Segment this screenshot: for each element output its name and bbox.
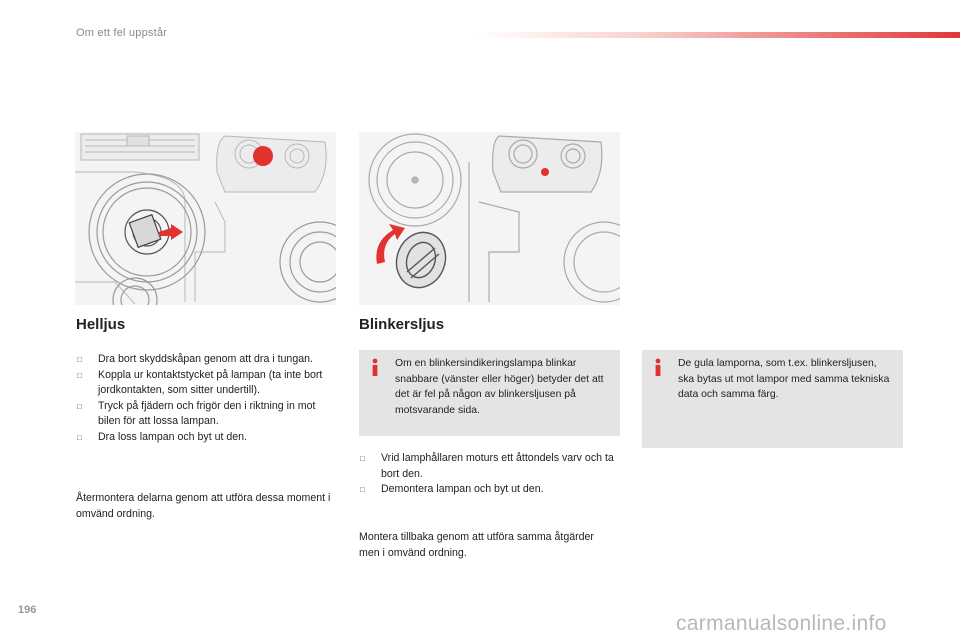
helljus-note: Återmontera delarna genom att utföra dessa moment i omvänd ordning. [76, 492, 331, 520]
headlamp-highbeam-illustration [75, 132, 336, 305]
helljus-step: □ Dra bort skyddskåpan genom att dra i tungan. [76, 352, 338, 368]
headlamp-highbeam-drawing [75, 132, 336, 305]
turn-signal-drawing [359, 132, 620, 305]
blinkersljus-steps [359, 451, 621, 498]
helljus-step: □ Dra loss lampan och byt ut den. [76, 430, 338, 446]
blinkersljus-title: Blinkersljus [359, 316, 445, 333]
lamp-color-info-box [642, 350, 903, 448]
info-icon [369, 358, 381, 378]
blinkersljus-step: □ Demontera lampan och byt ut den. [359, 482, 621, 498]
info-icon [652, 358, 664, 378]
pull-direction-arrow [159, 224, 183, 240]
helljus-title: Helljus [76, 316, 126, 333]
header-title: Om ett fel uppstår [76, 27, 168, 39]
helljus-step: □ Tryck på fjädern och frigör den i riktning in mot bilen för att lossa lampan. [76, 399, 338, 430]
turn-signal-location-marker [541, 168, 549, 176]
helljus-steps [76, 352, 338, 446]
blinkersljus-info-text: Om en blinkersindikeringslampa blinkar snabbare (vänster eller höger) betyder det att det är fel på någon av blinkersljusen på motsvarande sida. [395, 358, 604, 416]
turn-signal-illustration [359, 132, 620, 305]
blinkersljus-step: □ Vrid lamphållaren moturs ett åttondels varv och ta bort den. [359, 451, 621, 482]
header-accent-bar [478, 32, 960, 38]
lamp-color-info-text: De gula lamporna, som t.ex. blinkersljusen, ska bytas ut mot lampor med samma tekniska data och samma färg. [678, 358, 890, 401]
helljus-step: □ Koppla ur kontaktstycket på lampan (ta inte bort jordkontakten, som sitter undertill). [76, 368, 338, 399]
watermark: carmanualsonline.info [676, 612, 887, 635]
page-number: 196 [18, 604, 37, 616]
blinkersljus-note: Montera tillbaka genom att utföra samma åtgärder men i omvänd ordning. [359, 531, 594, 559]
highbeam-location-marker [253, 146, 273, 166]
blinkersljus-info-box [359, 350, 620, 436]
